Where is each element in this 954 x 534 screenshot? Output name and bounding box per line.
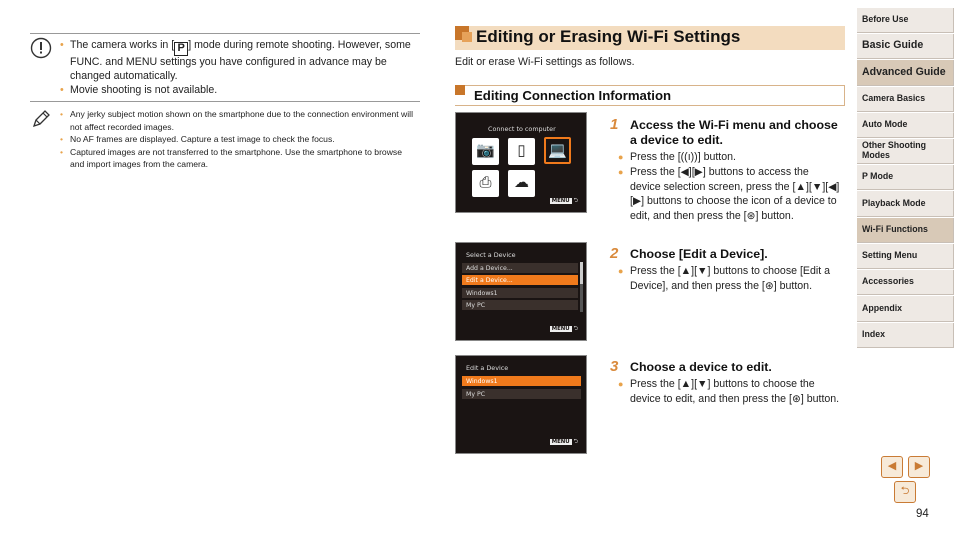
device-row: My PC — [462, 389, 581, 400]
caution-text-b: ] mode during remote shooting. However, some FUNC. and MENU settings you have configured in advance may be changed automatically. — [70, 39, 411, 82]
pencil-icon — [30, 108, 52, 130]
caution-item — [60, 39, 412, 84]
step-bullets — [618, 377, 840, 407]
device-row-selected: Edit a Device... — [462, 275, 578, 286]
step-bullet: ● Press the [((ı))] button. — [618, 150, 840, 165]
scrollbar — [580, 262, 583, 312]
tips-list — [60, 108, 416, 171]
device-row: Add a Device... — [462, 263, 578, 274]
step-title: Access the Wi-Fi menu and choose a device to edit. — [630, 118, 838, 147]
screen-title: Select a Device — [466, 251, 516, 259]
section-title: Editing Connection Information — [474, 88, 672, 103]
screen-title: Connect to computer — [488, 125, 556, 133]
page-title: Editing or Erasing Wi-Fi Settings — [476, 27, 741, 46]
nav-auto-mode[interactable]: Auto Mode — [857, 113, 954, 138]
step-bullets — [618, 264, 840, 294]
title-accent-2 — [462, 32, 472, 42]
step-bullet: ● Press the [◀][▶] buttons to access the device selection screen, press the [▲][▼][◀][▶] buttons to choose the icon of a device to edit, and then press the [⊛] button. — [618, 165, 840, 224]
subtitle-accent — [455, 85, 465, 95]
intro-text: Edit or erase Wi-Fi settings as follows. — [455, 56, 635, 68]
nav-p-mode[interactable]: P Mode — [857, 165, 954, 190]
cloud-icon: ☁ — [508, 170, 535, 197]
prev-page-button[interactable]: ◀ — [881, 456, 903, 478]
caution-text-a: The camera works in [ — [70, 39, 175, 51]
return-button[interactable]: ⮌ — [894, 481, 916, 503]
tip-item: • Any jerky subject motion shown on the smartphone due to the connection environment will not affect recorded images. — [60, 108, 416, 133]
nav-advanced-guide[interactable]: Advanced Guide — [857, 60, 954, 86]
next-page-button[interactable]: ▶ — [908, 456, 930, 478]
device-row: Windows1 — [462, 288, 578, 299]
step-bullet: ● Press the [▲][▼] buttons to choose [Edit a Device], and then press the [⊛] button. — [618, 264, 840, 294]
camera-icon: 📷 — [472, 138, 499, 165]
nav-appendix[interactable]: Appendix — [857, 296, 954, 322]
screen-select-device — [455, 242, 587, 341]
device-row: My PC — [462, 300, 578, 311]
middle-rule — [30, 101, 420, 102]
screen-title: Edit a Device — [466, 364, 509, 372]
screen-edit-device — [455, 355, 587, 454]
printer-icon: ⎙ — [472, 170, 499, 197]
tip-item: • No AF frames are displayed. Capture a test image to check the focus. — [60, 133, 416, 146]
step-number: 2 — [610, 245, 619, 262]
caution-item: • Movie shooting is not available. — [60, 84, 412, 98]
step-bullet: ● Press the [▲][▼] buttons to choose the device to edit, and then press the [⊛] button. — [618, 377, 840, 407]
menu-back-badge: MENU ⮌ — [551, 326, 578, 332]
nav-accessories[interactable]: Accessories — [857, 270, 954, 295]
tip-item: • Captured images are not transferred to the smartphone. Use the smartphone to browse and import images from the camera. — [60, 146, 416, 171]
nav-basic-guide[interactable]: Basic Guide — [857, 34, 954, 59]
caution-icon — [30, 37, 52, 59]
nav-setting-menu[interactable]: Setting Menu — [857, 244, 954, 269]
menu-back-badge: MENU ⮌ — [551, 198, 578, 204]
nav-playback-mode[interactable]: Playback Mode — [857, 191, 954, 217]
caution-list — [60, 39, 412, 97]
step-title: Choose a device to edit. — [630, 360, 772, 374]
computer-icon: 💻 — [544, 137, 571, 164]
step-number: 3 — [610, 358, 619, 375]
nav-before-use[interactable]: Before Use — [857, 8, 954, 33]
screen-connect — [455, 112, 587, 213]
top-rule — [30, 33, 420, 34]
nav-other-shooting-modes[interactable]: Other Shooting Modes — [857, 139, 954, 164]
smartphone-icon: ▯ — [508, 138, 535, 165]
nav-index[interactable]: Index — [857, 323, 954, 348]
nav-camera-basics[interactable]: Camera Basics — [857, 87, 954, 112]
page-number: 94 — [916, 508, 929, 520]
step-bullets — [618, 150, 840, 224]
menu-back-badge: MENU ⮌ — [551, 439, 578, 445]
device-row-selected: Windows1 — [462, 376, 581, 387]
step-number: 1 — [610, 116, 619, 133]
step-title: Choose [Edit a Device]. — [630, 247, 768, 261]
nav-wifi-functions[interactable]: Wi-Fi Functions — [857, 218, 954, 243]
p-mode-icon: P — [174, 42, 188, 56]
